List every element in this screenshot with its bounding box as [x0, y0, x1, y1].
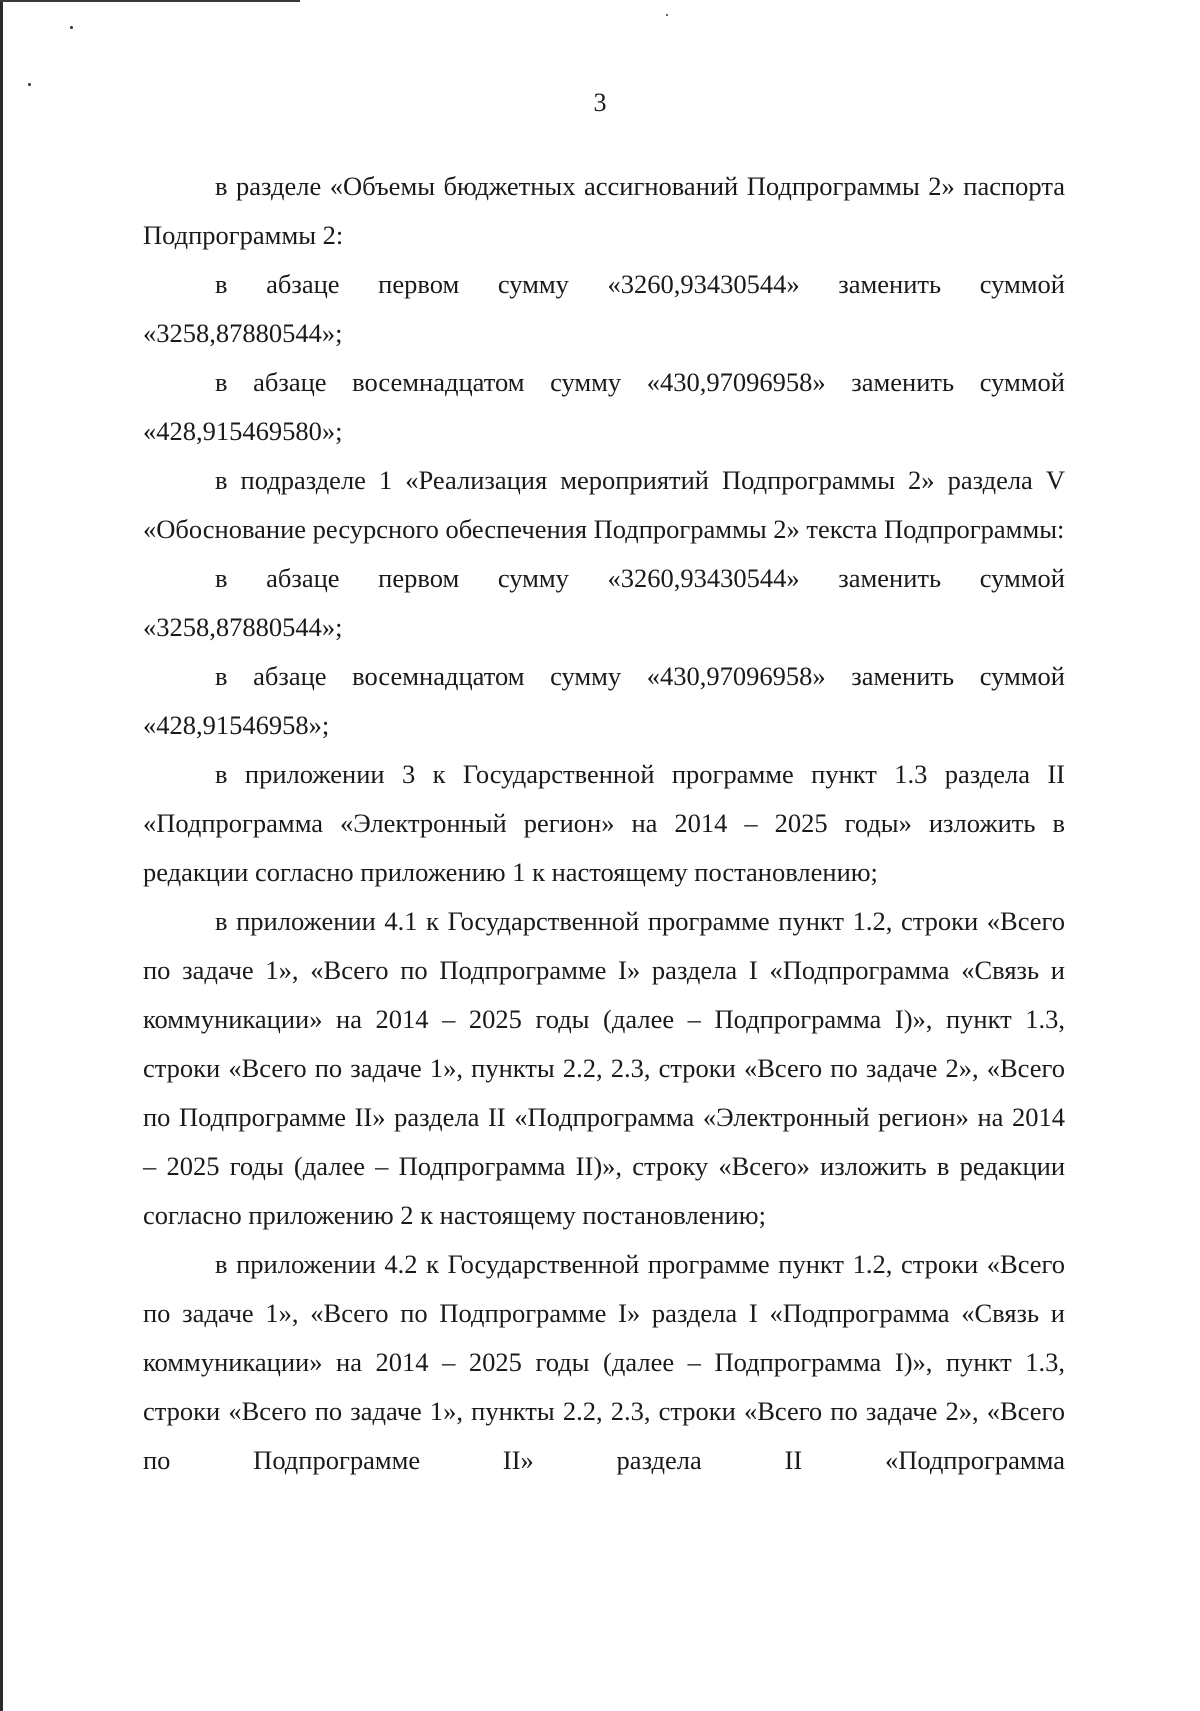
scan-edge-left [0, 0, 3, 1711]
scan-edge-top [0, 0, 300, 2]
paragraph: в приложении 3 к Государственной программе пункт 1.3 раздела II «Подпрограмма «Электронный регион» на 2014 – 2025 годы» изложить в редакции согласно приложению 1 к настоящему постановлению; [143, 759, 1065, 887]
scan-speck [70, 26, 73, 29]
paragraph: в подразделе 1 «Реализация мероприятий Подпрограммы 2» раздела V «Обоснование ресурсного обеспечения Подпрограммы 2» текста Подпрограммы: [143, 465, 1065, 544]
paragraph: в абзаце восемнадцатом сумму «430,97096958» заменить суммой «428,915469580»; [143, 367, 1065, 446]
paragraph: в приложении 4.2 к Государственной программе пункт 1.2, строки «Всего по задаче 1», «Всего по Подпрограмме I» раздела I «Подпрограмма «Связь и коммуникации» на 2014 – 2025 годы (далее – Подпрограмма I)», пункт 1.3, строки «Всего по задаче 1», пункты 2.2, 2.3, строки «Всего по задаче 2», «Всего по Подпрограмме II» раздела II «Подпрограмма [143, 1249, 1065, 1475]
document-body [143, 162, 1065, 1485]
scan-speck [28, 83, 31, 86]
paragraph: в приложении 4.1 к Государственной программе пункт 1.2, строки «Всего по задаче 1», «Всего по Подпрограмме I» раздела I «Подпрограмма «Связь и коммуникации» на 2014 – 2025 годы (далее – Подпрограмма I)», пункт 1.3, строки «Всего по задаче 1», пункты 2.2, 2.3, строки «Всего по задаче 2», «Всего по Подпрограмме II» раздела II «Подпрограмма «Электронный регион» на 2014 – 2025 годы (далее – Подпрограмма II)», строку «Всего» изложить в редакции согласно приложению 2 к настоящему постановлению; [143, 906, 1065, 1230]
paragraph: в разделе «Объемы бюджетных ассигнований Подпрограммы 2» паспорта Подпрограммы 2: [143, 171, 1065, 250]
page-number: 3 [593, 88, 607, 117]
paragraph: в абзаце восемнадцатом сумму «430,97096958» заменить суммой «428,91546958»; [143, 661, 1065, 740]
scan-speck [666, 14, 668, 16]
paragraph: в абзаце первом сумму «3260,93430544» заменить суммой «3258,87880544»; [143, 269, 1065, 348]
paragraph: в абзаце первом сумму «3260,93430544» заменить суммой «3258,87880544»; [143, 563, 1065, 642]
